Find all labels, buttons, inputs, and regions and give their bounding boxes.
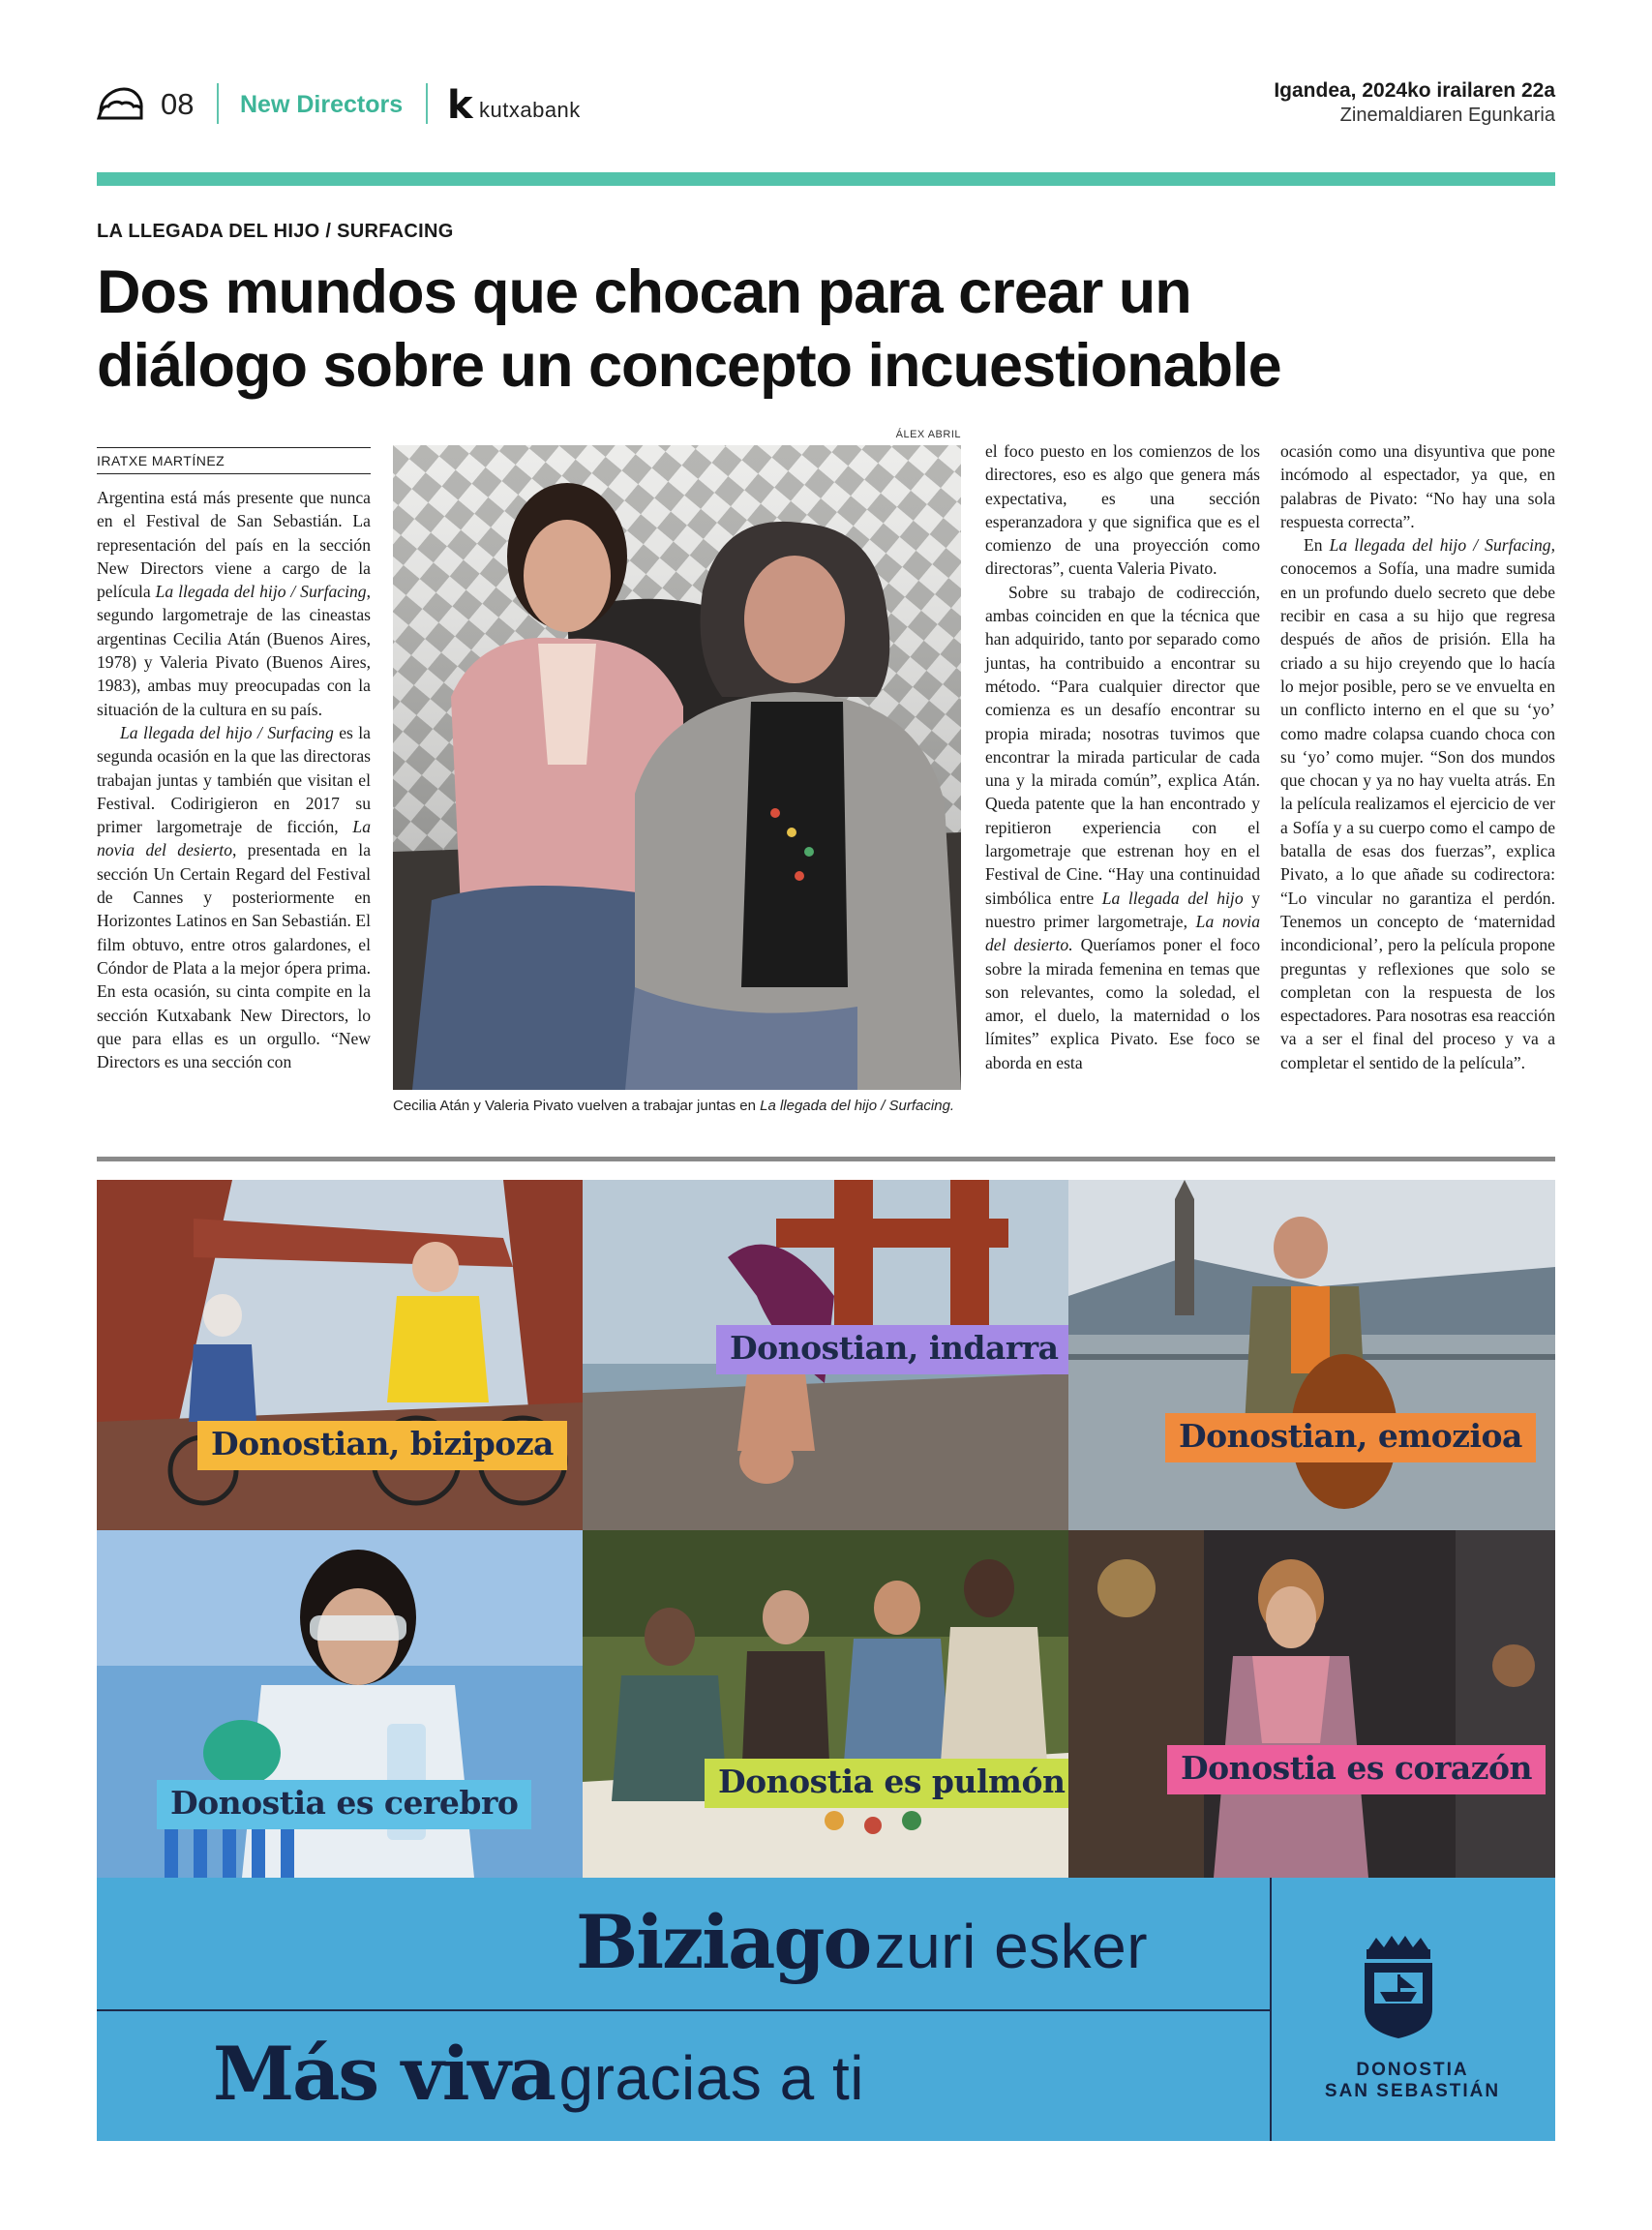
photo-caption: Cecilia Atán y Valeria Pivato vuelven a trabajar juntas en La llegada del hijo / Surfacing.	[393, 1098, 955, 1114]
ad-tile-indarra	[583, 1180, 1068, 1530]
header-divider	[217, 83, 219, 124]
ad-tile-bizipoza	[97, 1180, 583, 1530]
ad-tile-cerebro	[97, 1530, 583, 1878]
article-photo	[393, 445, 961, 1090]
page-header	[97, 79, 1555, 134]
ad-slogan: Donostia es corazón	[1167, 1745, 1546, 1794]
ad-slogan: Donostia es cerebro	[157, 1780, 531, 1829]
ad-tagline-band	[97, 1878, 1555, 2141]
paragraph: La llegada del hijo / Surfacing es la segunda ocasión en la que las directoras trabajan juntas y también que visitan el Festival. Codirigieron en 2017 su primer largometraje de ficción, La novia del desierto, presentada en la sección Un Certain Regard del Festival de Cannes y posteriormente en Horizontes Latinos en San Sebastián. El film obtuvo, entre otros galardones, el Cóndor de Plata a la mejor ópera prima. En esta ocasión, su cinta compite en la sección Kutxabank New Directors, lo que para ellas es un orgullo. “New Directors es una sección con	[97, 722, 372, 1072]
article-column-3	[985, 439, 1260, 1074]
article-headline	[97, 256, 1555, 403]
issue-date: Igandea, 2024ko irailaren 22a	[1274, 79, 1555, 102]
newspaper-name: Zinemaldiaren Egunkaria	[1339, 105, 1555, 126]
paragraph: ocasión como una disyuntiva que pone incómodo al espectador, ya que, en palabras de Pivato: “No hay una sola respuesta correcta”.	[1280, 441, 1555, 531]
ad-tile-emozioa	[1068, 1180, 1555, 1530]
headline-line-2: diálogo sobre un concepto incuestionable	[97, 332, 1281, 400]
ad-tile-pulmon	[583, 1530, 1068, 1878]
header-rule	[97, 172, 1555, 186]
donostia-coat-of-arms-icon	[1355, 1934, 1442, 2040]
paragraph: el foco puesto en los comienzos de los directores, eso es algo que genera más expectativa, es una sección esperanzadora y que significa que es el comienzo de una proyección como directoras”, cuenta Valeria Pivato.	[985, 441, 1260, 579]
article-column-1	[97, 486, 371, 1073]
paragraph: En La llegada del hijo / Surfacing, conocemos a Sofía, una madre sumida en un profundo duelo secreto que debe recibir en casa a su hijo que regresa después de años de prisión. Ella ha criado a su hijo creyendo que lo hacía lo mejor posible, pero se ve envuelta en un conflicto interno en el que su ‘yo’ como madre colapsa cuando choca con su ‘yo’ como mujer. “Son dos mundos que chocan y ya no hay vuelta atrás. En la película realizamos el ejercicio de ver a Sofía y a su cuerpo como el campo de batalla de esas dos fuerzas”, explica Pivato, a lo que añade su codirectora: “Lo vincular no garantiza el perdón. Tenemos un concepto de ‘maternidad incondicional’, pero la película propone preguntas y reflexiones que solo se completan con la respuesta de los espectadores. Para nosotras esa reacción va a ser el final del proceso y va a completar el sentido de la película”.	[1280, 535, 1555, 1072]
section-name: New Directors	[240, 91, 404, 118]
article-column-4	[1280, 439, 1555, 1074]
shell-icon	[97, 85, 145, 124]
page-number: 08	[161, 87, 195, 121]
section-rule	[97, 1157, 1555, 1161]
paragraph: Sobre su trabajo de codirección, ambas coinciden en que la técnica que han adquirido, tanto por separado como juntas, ha contribuido a encontrar su método. “Para cualquier director que comienza es un desafío encontrar su propia mirada; nosotras tuvimos que encontrar la mirada particular de cada una y la mirada común”, explica Atán. Queda patente que la han encontrado y repitieron experiencia con el largometraje que estrenan hoy en el Festival de Cine. “Hay una continuidad simbólica entre La llegada del hijo y nuestro primer largometraje, La novia del desierto. Queríamos poner el foco sobre la mirada femenina en temas que son relevantes, como la soledad, el amor, el duelo, la maternidad o los límites” explica Pivato. Ese foco se aborda en esta	[985, 582, 1260, 1072]
kutxabank-logo-icon: k	[447, 83, 473, 128]
ad-tagline-spanish: Más viva gracias a ti	[213, 2031, 864, 2117]
sponsor-name: kutxabank	[479, 98, 581, 122]
header-divider	[426, 83, 428, 124]
paragraph: Argentina está más presente que nunca en el Festival de San Sebastián. La representación del país en la sección New Directors viene a cargo de la película La llegada del hijo / Surfacing, segundo largometraje de las cineastas argentinas Cecilia Atán (Buenos Aires, 1978) y Valeria Pivato (Buenos Aires, 1983), ambas muy preocupadas con la situación de la cultura en su país.	[97, 488, 372, 719]
ad-tagline-basque: Biziago zuri esker	[576, 1899, 1149, 1985]
ad-slogan: Donostian, indarra	[716, 1325, 1068, 1374]
ad-slogan: Donostian, emozioa	[1165, 1413, 1536, 1462]
photo-credit: ÁLEX ABRIL	[895, 429, 961, 440]
donostia-logo-text: DONOSTIA SAN SEBASTIÁN	[1324, 2060, 1501, 2101]
ad-tile-corazon	[1068, 1530, 1555, 1878]
article-byline: IRATXE MARTÍNEZ	[97, 447, 371, 474]
ad-divider	[97, 2009, 1270, 2011]
ad-slogan: Donostia es pulmón	[705, 1759, 1068, 1808]
headline-line-1: Dos mundos que chocan para crear un	[97, 258, 1191, 326]
article-kicker: LA LLEGADA DEL HIJO / SURFACING	[97, 221, 454, 242]
ad-slogan: Donostian, bizipoza	[197, 1421, 567, 1470]
donostia-advertisement	[97, 1180, 1555, 2141]
